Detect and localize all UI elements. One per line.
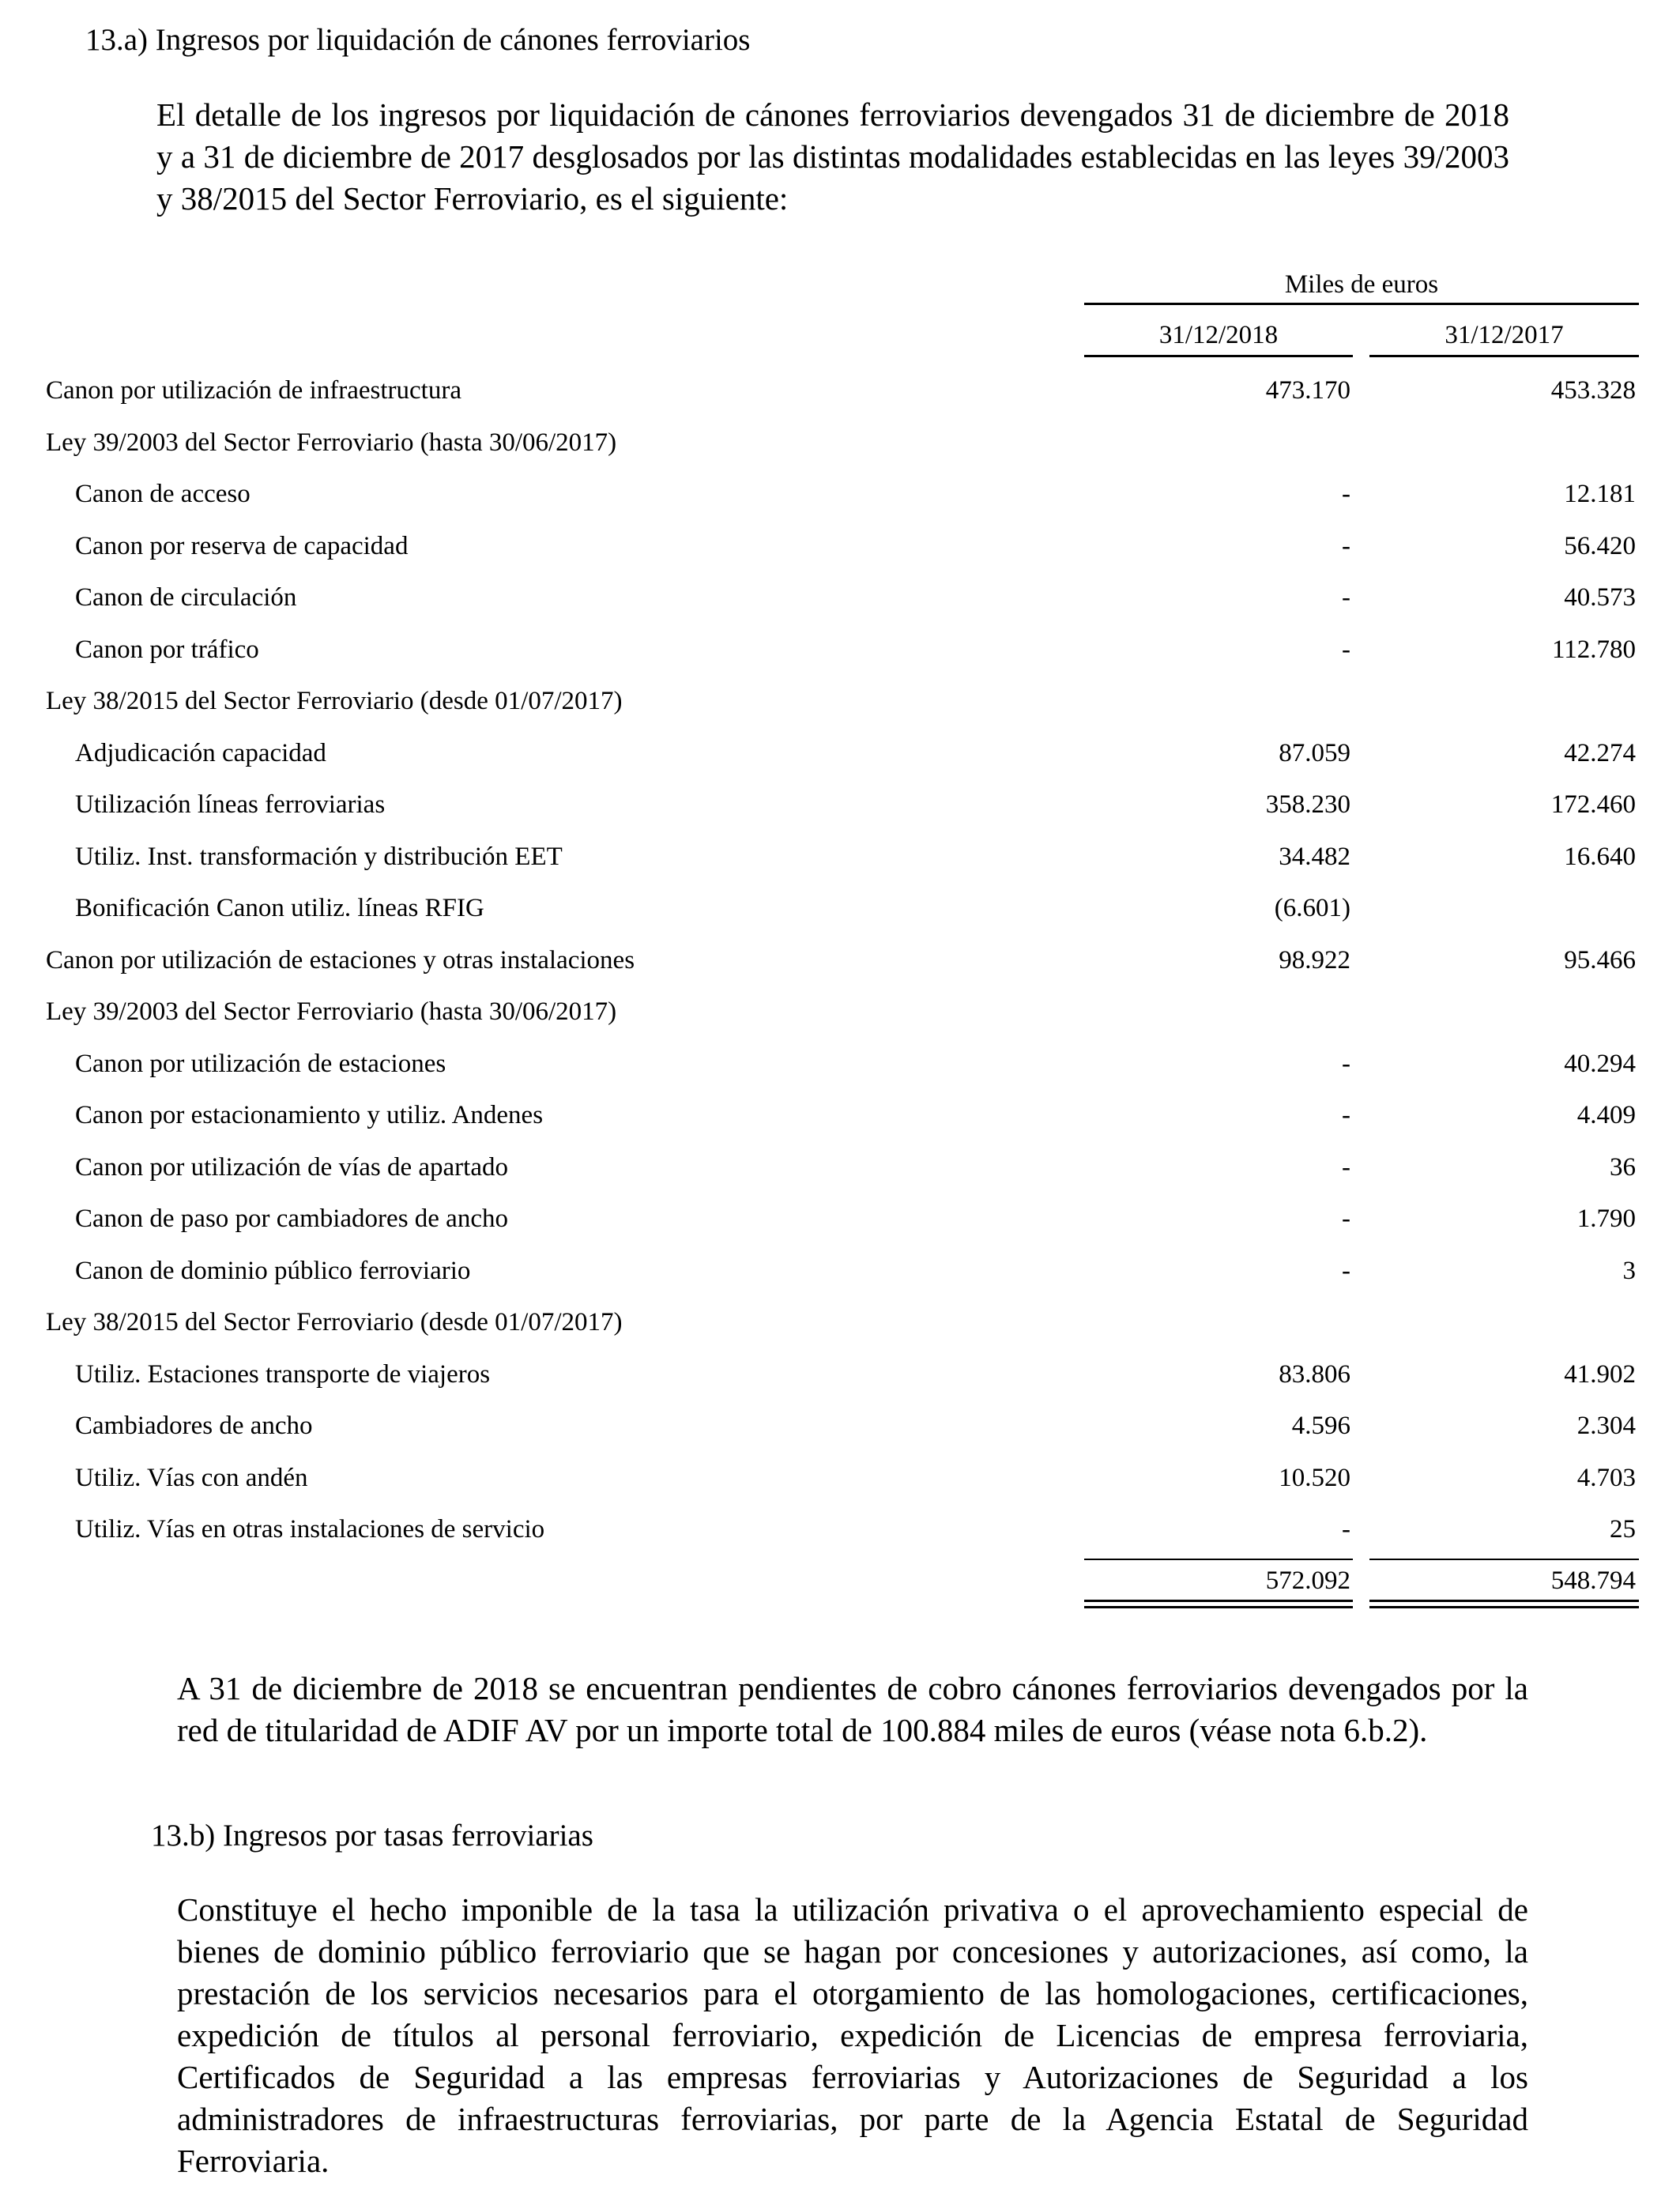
section-b-heading: 13.b) Ingresos por tasas ferroviarias: [151, 1819, 593, 1853]
value-2017: 41.902: [1564, 1359, 1636, 1389]
table-row: [0, 634, 1680, 686]
income-table: [0, 375, 1680, 1566]
table-row: [0, 1359, 1680, 1411]
value-2017: 1.790: [1576, 1204, 1636, 1233]
row-label: Canon por utilización de vías de apartado: [75, 1152, 508, 1182]
unit-header-rule: [1084, 303, 1639, 305]
value-2018: -: [1342, 531, 1350, 560]
table-row: [0, 1255, 1680, 1307]
value-2017: 42.274: [1564, 738, 1636, 767]
row-label: Canon de dominio público ferroviario: [75, 1256, 471, 1285]
table-row: [0, 375, 1680, 427]
value-2017: 56.420: [1564, 531, 1636, 560]
table-row: [0, 841, 1680, 893]
column-header-2018-rule: [1084, 355, 1353, 357]
total-2018-double-rule-lower: [1084, 1606, 1353, 1608]
table-row: [0, 1462, 1680, 1514]
value-2018: 358.230: [1265, 790, 1350, 819]
value-2017: 36: [1610, 1152, 1636, 1182]
total-2017: 548.794: [1550, 1566, 1636, 1595]
section-b-body: Constituye el hecho imponible de la tasa la utilización privativa o el aprovechamiento especial de bienes de dominio público ferroviario que se hagan por concesiones y autorizaciones, así como, la prestación de los servicios necesarios para el otorgamiento de las homologaciones, certificaciones, expedición de títulos al personal ferroviario, expedición de Licencias de empresa ferroviaria, Certificados de Seguridad a las empresas ferroviarias y Autorizaciones de Seguridad a los administradores de infraestructuras ferroviarias, por parte de la Agencia Estatal de Seguridad Ferroviaria.: [177, 1891, 1528, 2179]
row-label: Cambiadores de ancho: [75, 1412, 313, 1440]
table-row: [0, 1306, 1680, 1359]
table-row: [0, 892, 1680, 944]
table-row: [0, 944, 1680, 997]
table-row: [0, 1410, 1680, 1462]
row-label: Canon por tráfico: [75, 635, 259, 664]
total-2017-double-rule-lower: [1369, 1606, 1639, 1608]
row-label: Ley 38/2015 del Sector Ferroviario (desde 01/07/2017): [46, 1308, 623, 1336]
value-2018: -: [1342, 1204, 1350, 1233]
row-label: Ley 39/2003 del Sector Ferroviario (hasta 30/06/2017): [46, 428, 617, 457]
value-2018: -: [1342, 1101, 1350, 1129]
row-label: Utiliz. Vías con andén: [75, 1463, 308, 1492]
row-label: Canon por utilización de estaciones y otras instalaciones: [46, 945, 635, 974]
row-label: Utiliz. Estaciones transporte de viajeros: [75, 1359, 491, 1389]
row-label: Adjudicación capacidad: [75, 738, 326, 767]
row-label: Canon de circulación: [75, 583, 297, 612]
value-2017: 25: [1610, 1515, 1636, 1544]
table-row: [0, 1152, 1680, 1204]
value-2018: -: [1342, 1049, 1350, 1078]
value-2017: 16.640: [1564, 842, 1636, 871]
row-label: Canon por utilización de infraestructura: [46, 376, 461, 405]
table-row: [0, 1203, 1680, 1255]
column-header-2017: 31/12/2017: [1445, 321, 1564, 349]
pending-collection-note: A 31 de diciembre de 2018 se encuentran pendientes de cobro cánones ferroviarios devengados por la red de titularidad de ADIF AV por un importe total de 100.884 miles de euros (véase nota 6.b.2).: [177, 1670, 1528, 1748]
table-row: [0, 737, 1680, 790]
value-2017: 40.573: [1564, 583, 1636, 612]
table-row: [0, 996, 1680, 1048]
value-2017: 4.703: [1576, 1463, 1636, 1492]
value-2018: -: [1342, 583, 1350, 612]
value-2017: 172.460: [1550, 790, 1636, 819]
row-label: Canon de acceso: [75, 480, 250, 508]
value-2017: 112.780: [1551, 635, 1636, 664]
row-label: Canon por reserva de capacidad: [75, 531, 409, 560]
value-2018: -: [1342, 1515, 1350, 1544]
value-2018: 83.806: [1279, 1359, 1350, 1389]
value-2018: 98.922: [1279, 945, 1350, 974]
table-row: [0, 582, 1680, 634]
section-a-intro: El detalle de los ingresos por liquidación de cánones ferroviarios devengados 31 de diciembre de 2018 y a 31 de diciembre de 2017 desglosados por las distintas modalidades establecidas en las leyes 39/2003 y 38/2015 del Sector Ferroviario, es el siguiente:: [156, 96, 1509, 217]
value-2017: 4.409: [1576, 1101, 1636, 1129]
value-2018: (6.601): [1274, 894, 1350, 922]
total-2018-top-rule: [1084, 1559, 1353, 1560]
value-2018: 473.170: [1265, 376, 1350, 405]
value-2018: -: [1342, 480, 1350, 508]
value-2018: 87.059: [1279, 738, 1350, 767]
column-header-2017-rule: [1369, 355, 1639, 357]
row-label: Canon de paso por cambiadores de ancho: [75, 1204, 508, 1233]
value-2018: -: [1342, 1152, 1350, 1182]
table-row: [0, 478, 1680, 530]
value-2017: 453.328: [1550, 376, 1636, 405]
value-2018: 34.482: [1279, 842, 1350, 871]
row-label: Ley 38/2015 del Sector Ferroviario (desde 01/07/2017): [46, 687, 623, 715]
total-2018: 572.092: [1265, 1566, 1350, 1595]
table-row: [0, 1099, 1680, 1152]
unit-header: Miles de euros: [1284, 270, 1439, 299]
table-row: [0, 1514, 1680, 1566]
total-2018-double-rule-upper: [1084, 1600, 1353, 1602]
table-row: [0, 1048, 1680, 1100]
value-2017: 95.466: [1564, 945, 1636, 974]
column-header-2018: 31/12/2018: [1158, 321, 1279, 349]
section-a-heading: 13.a) Ingresos por liquidación de cánones ferroviarios: [85, 23, 751, 57]
value-2018: -: [1342, 1256, 1350, 1285]
row-label: Canon por estacionamiento y utiliz. Andenes: [75, 1101, 544, 1129]
row-label: Ley 39/2003 del Sector Ferroviario (hasta 30/06/2017): [46, 997, 617, 1026]
value-2018: -: [1342, 635, 1350, 664]
row-label: Utiliz. Inst. transformación y distribución EET: [75, 842, 563, 871]
table-row: [0, 530, 1680, 582]
row-label: Utilización líneas ferroviarias: [75, 790, 386, 819]
value-2017: 40.294: [1564, 1049, 1636, 1078]
value-2018: 10.520: [1279, 1463, 1350, 1492]
value-2017: 3: [1622, 1256, 1636, 1285]
table-row: [0, 427, 1680, 479]
value-2017: 2.304: [1576, 1412, 1636, 1440]
total-2017-double-rule-upper: [1369, 1600, 1639, 1602]
table-row: [0, 685, 1680, 737]
total-2017-top-rule: [1369, 1559, 1639, 1560]
row-label: Canon por utilización de estaciones: [75, 1049, 446, 1078]
table-row: [0, 789, 1680, 841]
value-2017: 12.181: [1564, 480, 1636, 508]
row-label: Utiliz. Vías en otras instalaciones de servicio: [75, 1515, 545, 1544]
row-label: Bonificación Canon utiliz. líneas RFIG: [75, 894, 484, 922]
value-2018: 4.596: [1291, 1412, 1350, 1440]
